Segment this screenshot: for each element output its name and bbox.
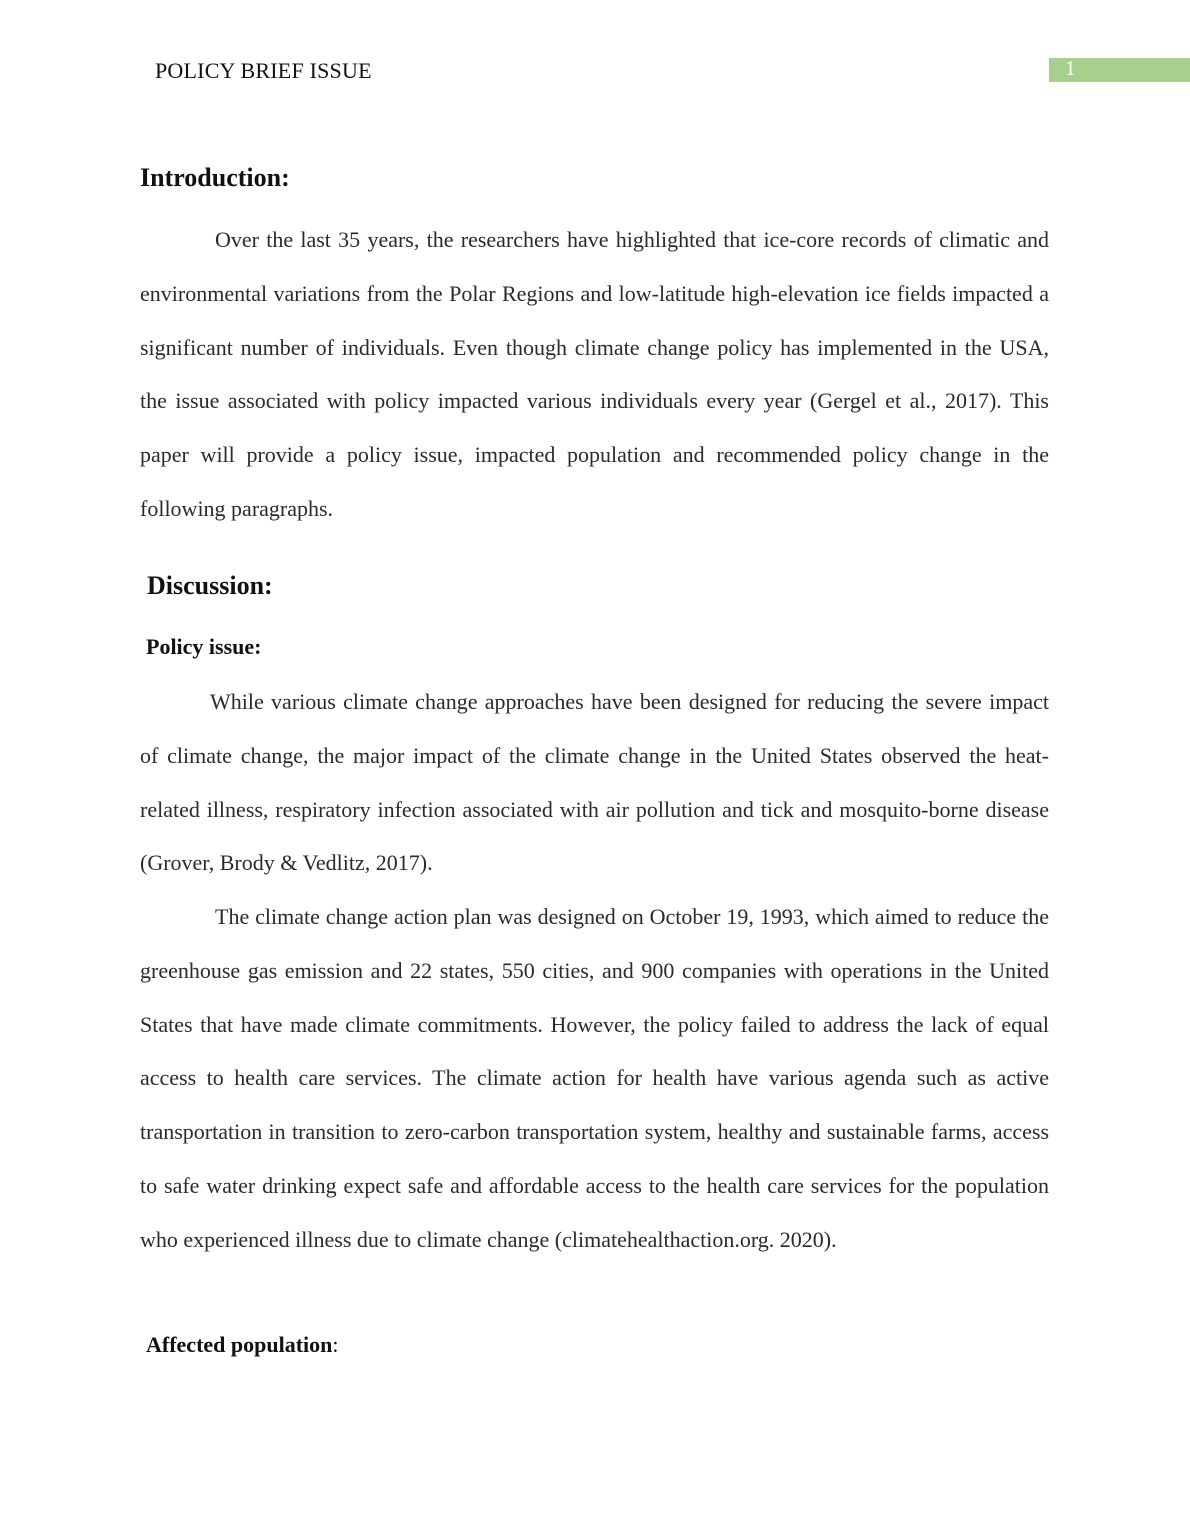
policy-issue-heading: Policy issue: bbox=[146, 634, 262, 659]
page-number-bar bbox=[1049, 58, 1190, 82]
affected-population-colon: : bbox=[332, 1332, 339, 1357]
introduction-heading: Introduction: bbox=[140, 163, 290, 192]
policy-issue-paragraph-2: The climate change action plan was designed on October 19, 1993, which aimed to reduce the greenhouse gas emission and 22 states, 550 cities, and 900 companies with operations in the United States that have made climate commitments. However, the policy failed to address the lack of equal access to health care services. The climate action for health have various agenda such as active transportation in transition to zero-carbon transportation system, healthy and sustainable farms, access to safe water drinking expect safe and affordable access to the health care services for the population who experienced illness due to climate change (climatehealthaction.org. 2020). bbox=[140, 904, 1049, 1252]
page-number: 1 bbox=[1065, 56, 1076, 80]
policy-issue-paragraph-1: While various climate change approaches have been designed for reducing the severe impact of climate change, the major impact of the climate change in the United States observed the heat-related illness, respiratory infection associated with air pollution and tick and mosquito-borne disease (Grover, Brody & Vedlitz, 2017). bbox=[140, 689, 1049, 876]
discussion-heading: Discussion: bbox=[147, 571, 273, 600]
introduction-paragraph: Over the last 35 years, the researchers have highlighted that ice-core records of climatic and environmental variations from the Polar Regions and low-latitude high-elevation ice fields impacted a significant number of individuals. Even though climate change policy has implemented in the USA, the issue associated with policy impacted various individuals every year (Gergel et al., 2017). This paper will provide a policy issue, impacted population and recommended policy change in the following paragraphs. bbox=[140, 227, 1049, 521]
affected-population-heading-text: Affected population bbox=[146, 1332, 333, 1357]
affected-population-heading bbox=[146, 1332, 339, 1358]
running-head: POLICY BRIEF ISSUE bbox=[155, 58, 372, 83]
